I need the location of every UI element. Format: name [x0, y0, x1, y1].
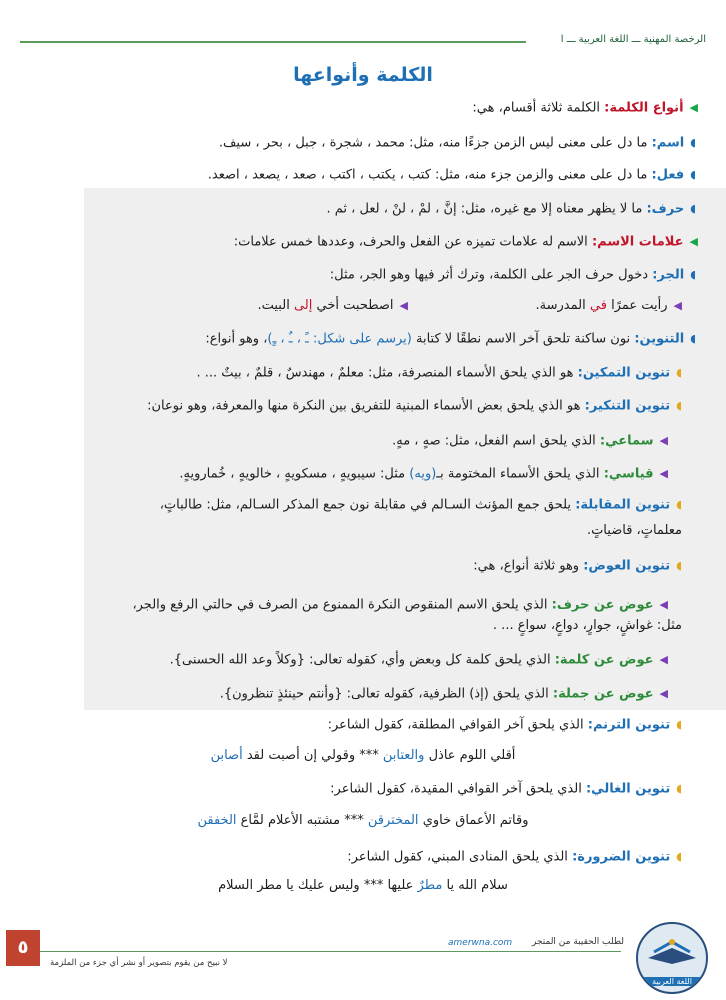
- tanween-shapes: (يرسم على شكل: ـً ، ـٌ ، ـٍ): [267, 331, 412, 347]
- tarannum-verse: أقلي اللوم عاذل والعتابن *** وقولي إن أصبت لقد أصابن: [210, 748, 516, 763]
- half-circle-bullet-icon: ◖: [690, 136, 696, 149]
- half-circle-bullet-icon: ◖: [690, 332, 696, 345]
- purple-bullet-icon: ◀: [659, 434, 668, 447]
- half-circle-bullet-icon: ◖: [690, 168, 696, 181]
- iwad-harf-label: عوض عن حرف:: [551, 597, 654, 613]
- gold-bullet-icon: ◖: [676, 366, 682, 379]
- order-text: لطلب الحقيبة من المتجر: [532, 937, 624, 947]
- jarr-def: [30, 266, 696, 285]
- jarr-example-right: ◀رأيت عمرًا في المدرسة.: [535, 298, 682, 313]
- running-header: [20, 34, 706, 48]
- qiyasi-label: قياسي:: [603, 466, 654, 482]
- book-icon: [644, 934, 700, 968]
- tankeer-label: تنوين التنكير:: [584, 398, 671, 414]
- triangle-bullet-icon: ◀: [689, 101, 698, 114]
- types-label: أنواع الكلمة:: [604, 100, 684, 116]
- muqabala-label: تنوين المقابلة:: [575, 497, 671, 513]
- verb-text: ما دل على معنى والزمن جزء منه، مثل: كتب ، يكتب ، اكتب ، صعد ، يصعد ، اصعد.: [207, 167, 648, 183]
- noun-def: [30, 134, 696, 153]
- iwad-harf-line2: مثل: غواشٍ، جوارٍ، دواعٍ، سواعٍ ... .: [492, 618, 682, 633]
- jarr-example-left: ◀اصطحبت أخي إلى البيت.: [257, 298, 408, 313]
- noun-label: اسم:: [651, 135, 685, 151]
- muqabala-def: ◖تنوين المقابلة: يلحق جمع المؤنث السـالم في مقابلة نون جمع المذكر السـالم، مثل: طالباتٍ،: [159, 497, 682, 513]
- qiyasi-def: ◀قياسي: الذي يلحق الأسماء المختومة بـ(ويه) مثل: سيبويهٍ ، مسكويهٍ ، خالويهٍ ، خُمارويهٍ.: [179, 466, 668, 482]
- tarannum-def: ◖تنوين الترنم: الذي يلحق آخر القوافي المطلقة، كقول الشاعر:: [327, 717, 682, 733]
- verb-def: [30, 166, 696, 185]
- ghali-label: تنوين الغالي:: [585, 781, 671, 797]
- darura-label: تنوين الضرورة:: [572, 849, 671, 865]
- jarr-text: دخول حرف الجر على الكلمة، وترك أثر فيها وهو الجر، مثل:: [329, 267, 649, 283]
- muqabala-line2: معلماتٍ، قاضياتٍ.: [586, 523, 682, 538]
- tanween-def: ◖التنوين: نون ساكنة تلحق آخر الاسم نطقًا لا كتابة (يرسم على شكل: ـً ، ـٌ ، ـٍ)، وهو أنواع:: [205, 331, 696, 347]
- purple-bullet-icon: ◀: [659, 687, 668, 700]
- particle-text: ما لا يظهر معناه إلا مع غيره، مثل: إنَّ ، لمْ ، لنْ ، لعل ، ثم .: [326, 201, 643, 217]
- logo-text: اللغة العربية: [638, 977, 706, 986]
- samai-def: ◀سماعي: الذي يلحق اسم الفعل، مثل: صهٍ ، مهٍ.: [392, 433, 668, 449]
- gold-bullet-icon: ◖: [676, 850, 682, 863]
- purple-bullet-icon: ◀: [673, 299, 682, 312]
- ghali-def: ◖تنوين الغالي: الذي يلحق آخر القوافي المقيدة، كقول الشاعر:: [330, 781, 682, 797]
- noun-signs: [30, 233, 698, 252]
- running-title: الرخصة المهنية ـــ اللغة العربية ـــ ا: [560, 34, 706, 45]
- copyright-note: لا نبيح من يقوم بتصوير أو نشر أي جزء من الملزمة: [50, 958, 228, 968]
- noun-text: ما دل على معنى ليس الزمن جزءًا منه، مثل: محمد ، شجرة ، جبل ، بحر ، سيف.: [218, 135, 648, 151]
- darura-verse: سلام الله يا مطرٌ عليها *** وليس عليك يا مطر السلام: [218, 878, 508, 893]
- page-number: ٥: [6, 930, 40, 966]
- purple-bullet-icon: ◀: [659, 467, 668, 480]
- brand-logo: [636, 922, 708, 994]
- particle-label: حرف:: [646, 201, 685, 217]
- iwad-def: ◖تنوين العوض: وهو ثلاثة أنواع، هي:: [473, 558, 682, 574]
- types-intro: [30, 99, 698, 118]
- highlight-preposition: في: [589, 298, 607, 313]
- half-circle-bullet-icon: ◖: [690, 268, 696, 281]
- header-rule: [20, 41, 526, 43]
- verb-label: فعل:: [651, 167, 685, 183]
- gold-bullet-icon: ◖: [676, 782, 682, 795]
- gold-bullet-icon: ◖: [676, 718, 682, 731]
- tarannum-label: تنوين الترنم:: [587, 717, 671, 733]
- tamkeen-label: تنوين التمكين:: [577, 365, 671, 381]
- iwad-harf-def: ◀عوض عن حرف: الذي يلحق الاسم المنقوص النكرة الممنوع من الصرف في حالتي الرفع والجر،: [132, 597, 668, 613]
- jarr-label: الجر:: [652, 267, 685, 283]
- noun-signs-text: الاسم له علامات تميزه عن الفعل والحرف، وعددها خمس علامات:: [233, 234, 588, 250]
- gold-bullet-icon: ◖: [676, 399, 682, 412]
- particle-def: [30, 200, 696, 219]
- noun-signs-label: علامات الاسم:: [591, 234, 684, 250]
- iwad-kalima-def: ◀عوض عن كلمة: الذي يلحق كلمة كل وبعض وأي، كقوله تعالى: {وكلاً وعد الله الحسنى}.: [169, 652, 668, 668]
- gold-bullet-icon: ◖: [676, 559, 682, 572]
- iwad-jumla-label: عوض عن جملة:: [552, 686, 654, 702]
- samai-label: سماعي:: [599, 433, 654, 449]
- iwad-kalima-label: عوض عن كلمة:: [554, 652, 654, 668]
- tamkeen-def: ◖تنوين التمكين: هو الذي يلحق الأسماء المنصرفة، مثل: معلمٌ ، مهندسٌ ، قلمٌ ، بيتٌ ... .: [196, 365, 682, 381]
- purple-bullet-icon: ◀: [399, 299, 408, 312]
- highlight-preposition: إلى: [293, 298, 313, 313]
- darura-def: ◖تنوين الضرورة: الذي يلحق المنادى المبني، كقول الشاعر:: [347, 849, 682, 865]
- tankeer-def: ◖تنوين التنكير: هو الذي يلحق بعض الأسماء المبنية للتفريق بين النكرة منها والمعرفة، وهو نوعان:: [147, 398, 682, 414]
- tanween-label: التنوين:: [634, 331, 685, 347]
- types-text: الكلمة ثلاثة أقسام، هي:: [472, 100, 601, 116]
- purple-bullet-icon: ◀: [659, 653, 668, 666]
- footer-rule: [40, 951, 621, 952]
- ghali-verse: وقاتم الأعماق خاوي المخترقن *** مشتبه الأعلام لمَّاع الخفقن: [197, 813, 529, 828]
- half-circle-bullet-icon: ◖: [690, 202, 696, 215]
- iwad-label: تنوين العوض:: [583, 558, 671, 574]
- triangle-bullet-icon: ◀: [689, 235, 698, 248]
- store-link[interactable]: amerwna.com: [448, 938, 513, 948]
- gold-bullet-icon: ◖: [676, 498, 682, 511]
- iwad-jumla-def: ◀عوض عن جملة: الذي يلحق (إذ) الظرفية، كقوله تعالى: {وأنتم حينئذٍ تنظرون}.: [219, 686, 668, 702]
- page-title: الكلمة وأنواعها: [293, 64, 433, 86]
- purple-bullet-icon: ◀: [659, 598, 668, 611]
